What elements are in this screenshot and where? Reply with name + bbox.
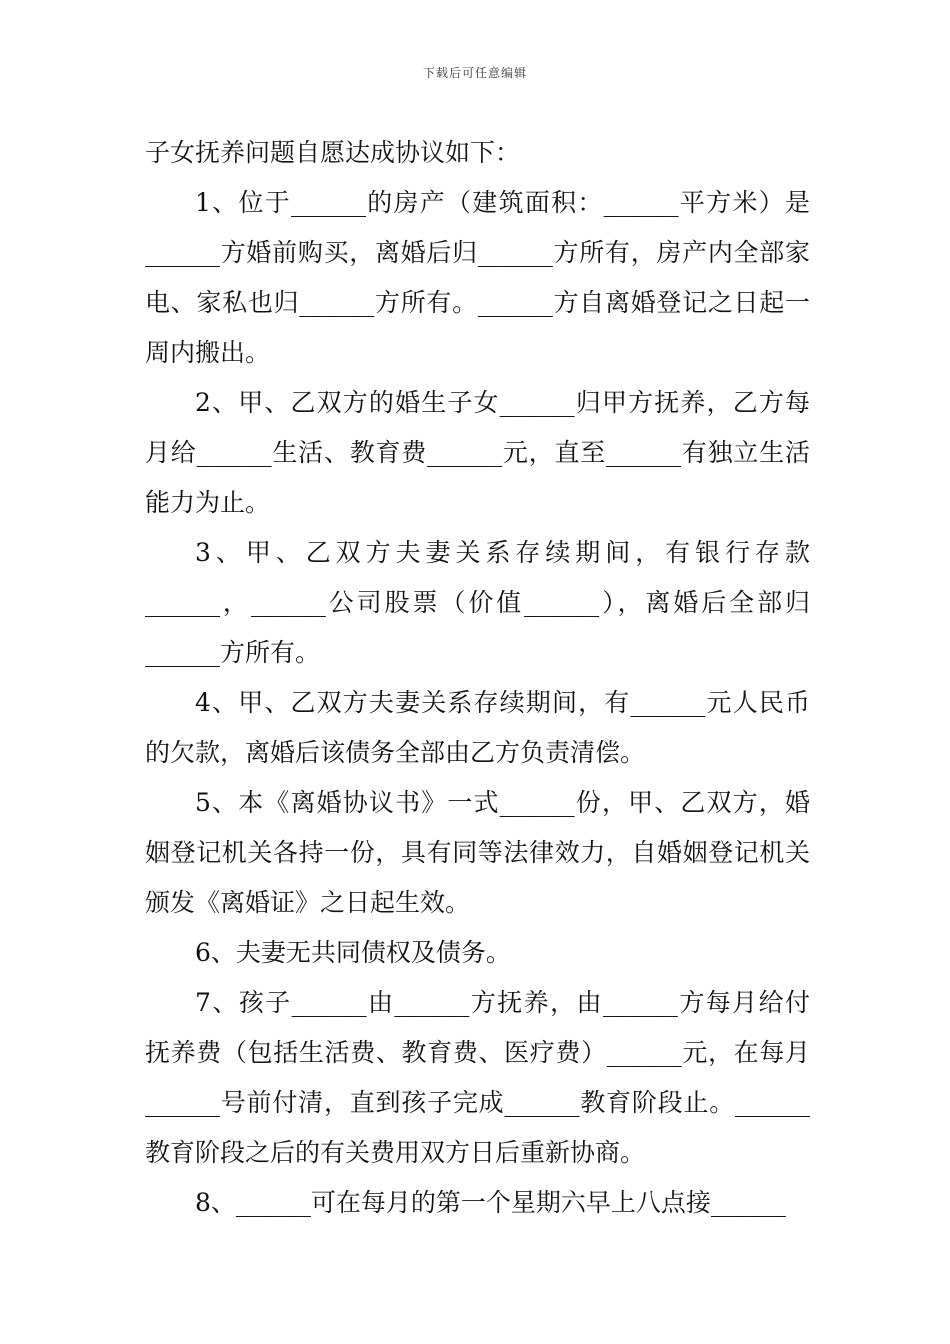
clause-3-savings: 3、甲、乙双方夫妻关系存续期间，有银行存款______，______公司股票（价值______），离婚后全部归______方所有。	[145, 538, 810, 667]
paragraph-intro: 子女抚养问题自愿达成协议如下：	[145, 138, 521, 167]
clause-4-debts: 4、甲、乙双方夫妻关系存续期间，有______元人民币的欠款，离婚后该债务全部由乙方负责清偿。	[145, 688, 810, 767]
clause-5-copies: 5、本《离婚协议书》一式______份，甲、乙双方，婚姻登记机关各持一份，具有同等法律效力，自婚姻登记机关颁发《离婚证》之日起生效。	[145, 788, 810, 917]
clause-1-property: 1、位于______的房产（建筑面积：______平方米）是______方婚前购买，离婚后归______方所有，房产内全部家电、家私也归______方所有。______方自离婚登记之日起一周内搬出。	[145, 188, 810, 367]
clause-7-child-support: 7、孩子______由______方抚养，由______方每月给付抚养费（包括生活费、教育费、医疗费）______元，在每月______号前付清，直到孩子完成______教育阶段止。______教育阶段之后的有关费用双方日后重新协商。	[145, 988, 810, 1167]
clause-6-claims: 6、夫妻无共同债权及债务。	[195, 938, 511, 967]
document-body	[145, 128, 810, 1228]
page-header: 下载后可任意编辑	[422, 66, 527, 80]
clause-8-visitation: 8、______可在每月的第一个星期六早上八点接______	[195, 1188, 786, 1217]
clause-2-child-custody: 2、甲、乙双方的婚生子女______归甲方抚养，乙方每月给______生活、教育费______元，直至______有独立生活能力为止。	[145, 388, 810, 517]
